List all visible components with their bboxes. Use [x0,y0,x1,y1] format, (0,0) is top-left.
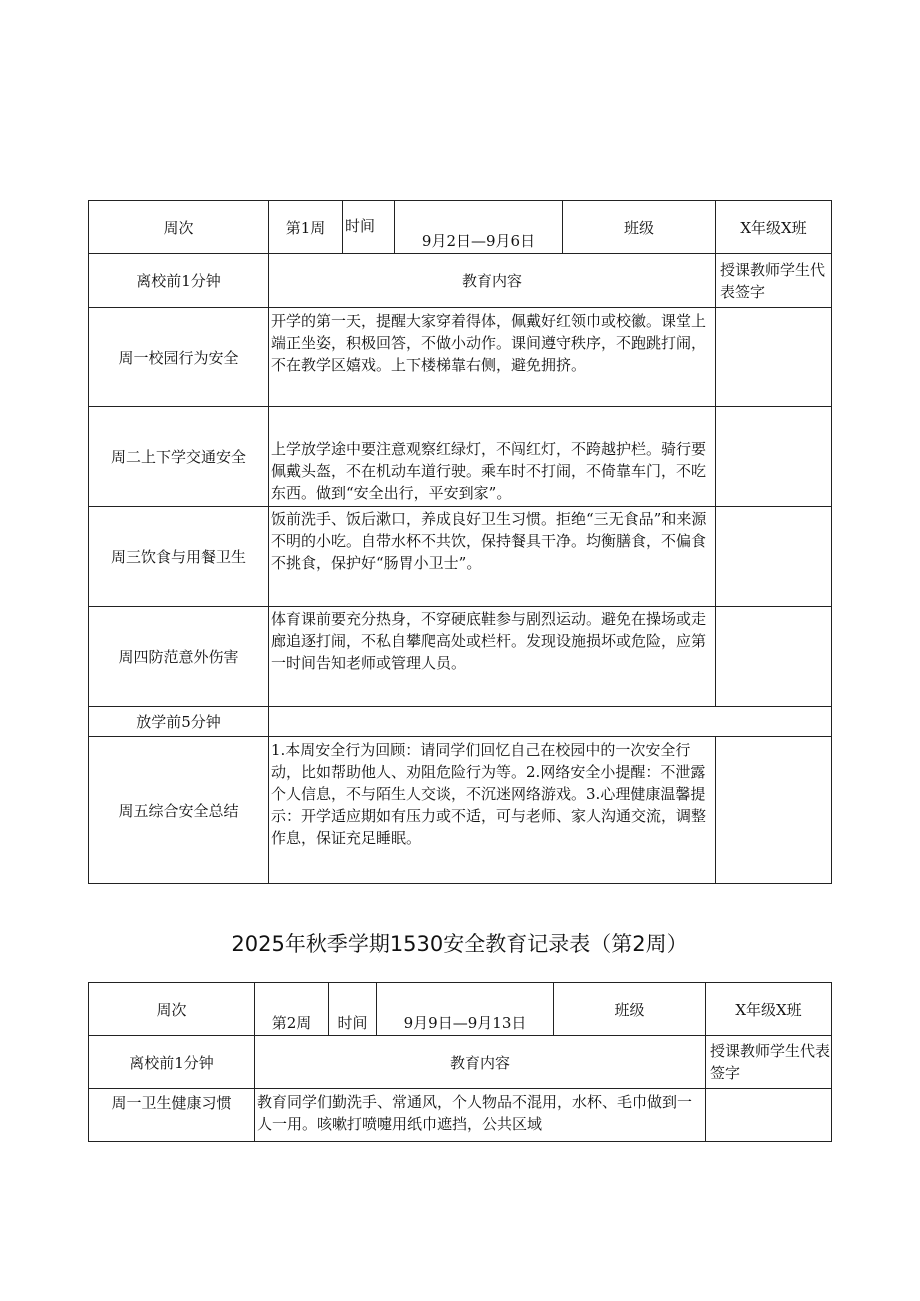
week-value: 第2周 [255,983,329,1036]
class-value: X年级X班 [716,201,832,254]
time-label: 时间 [343,201,395,254]
class-label: 班级 [554,983,706,1036]
topic-cell: 周三饮食与用餐卫生 [89,507,269,607]
signature-cell[interactable] [716,607,832,707]
week-label: 周次 [89,983,255,1036]
week-value: 第1周 [269,201,343,254]
session-label: 离校前1分钟 [89,254,269,308]
before-dismissal-label: 放学前5分钟 [89,707,269,737]
time-value: 9月9日—9月13日 [377,983,554,1036]
signature-cell[interactable] [716,507,832,607]
time-value: 9月2日—9月6日 [395,201,563,254]
session-label: 离校前1分钟 [89,1036,255,1089]
content-cell: 开学的第一天，提醒大家穿着得体，佩戴好红领巾或校徽。课堂上端正坐姿，积极回答，不做小动作。课间遵守秩序，不跑跳打闹，不在教学区嬉戏。上下楼梯靠右侧，避免拥挤。 [269,308,716,407]
content-header: 教育内容 [269,254,716,308]
class-label: 班级 [563,201,716,254]
signature-cell[interactable] [716,308,832,407]
signature-cell[interactable] [716,737,832,884]
content-cell: 体育课前要充分热身，不穿硬底鞋参与剧烈运动。避免在操场或走廊追逐打闹，不私自攀爬高处或栏杆。发现设施损坏或危险，应第一时间告知老师或管理人员。 [269,607,716,707]
week-label: 周次 [89,201,269,254]
content-cell: 1.本周安全行为回顾：请同学们回忆自己在校园中的一次安全行动，比如帮助他人、劝阻危险行为等。2.网络安全小提醒：不泄露个人信息，不与陌生人交谈，不沉迷网络游戏。3.心理健康温馨提示：开学适应期如有压力或不适，可与老师、家人沟通交流，调整作息，保证充足睡眠。 [269,737,716,884]
topic-cell: 周四防范意外伤害 [89,607,269,707]
class-value: X年级X班 [706,983,832,1036]
content-header: 教育内容 [255,1036,706,1089]
topic-cell: 周五综合安全总结 [89,737,269,884]
page-title: 2025年秋季学期1530安全教育记录表（第2周） [231,932,688,956]
topic-cell: 周一卫生健康习惯 [89,1089,255,1142]
safety-record-table-week1 [88,200,832,884]
signature-header: 授课教师学生代表签字 [706,1036,832,1089]
time-label: 时间 [329,983,377,1036]
topic-cell: 周一校园行为安全 [89,308,269,407]
content-cell: 教育同学们勤洗手、常通风，个人物品不混用，水杯、毛巾做到一人一用。咳嗽打喷嚏用纸巾遮挡，公共区域 [255,1089,706,1142]
signature-header: 授课教师学生代表签字 [716,254,832,308]
safety-record-table-week2 [88,982,832,1142]
content-cell: 上学放学途中要注意观察红绿灯，不闯红灯，不跨越护栏。骑行要佩戴头盔，不在机动车道行驶。乘车时不打闹，不倚靠车门，不吃东西。做到“安全出行，平安到家”。 [269,407,716,507]
signature-cell[interactable] [716,407,832,507]
topic-cell: 周二上下学交通安全 [89,407,269,507]
before-dismissal-empty [269,707,832,737]
signature-cell[interactable] [706,1089,832,1142]
content-cell: 饭前洗手、饭后漱口，养成良好卫生习惯。拒绝“三无食品”和来源不明的小吃。自带水杯不共饮，保持餐具干净。均衡膳食，不偏食不挑食，保护好“肠胃小卫士”。 [269,507,716,607]
